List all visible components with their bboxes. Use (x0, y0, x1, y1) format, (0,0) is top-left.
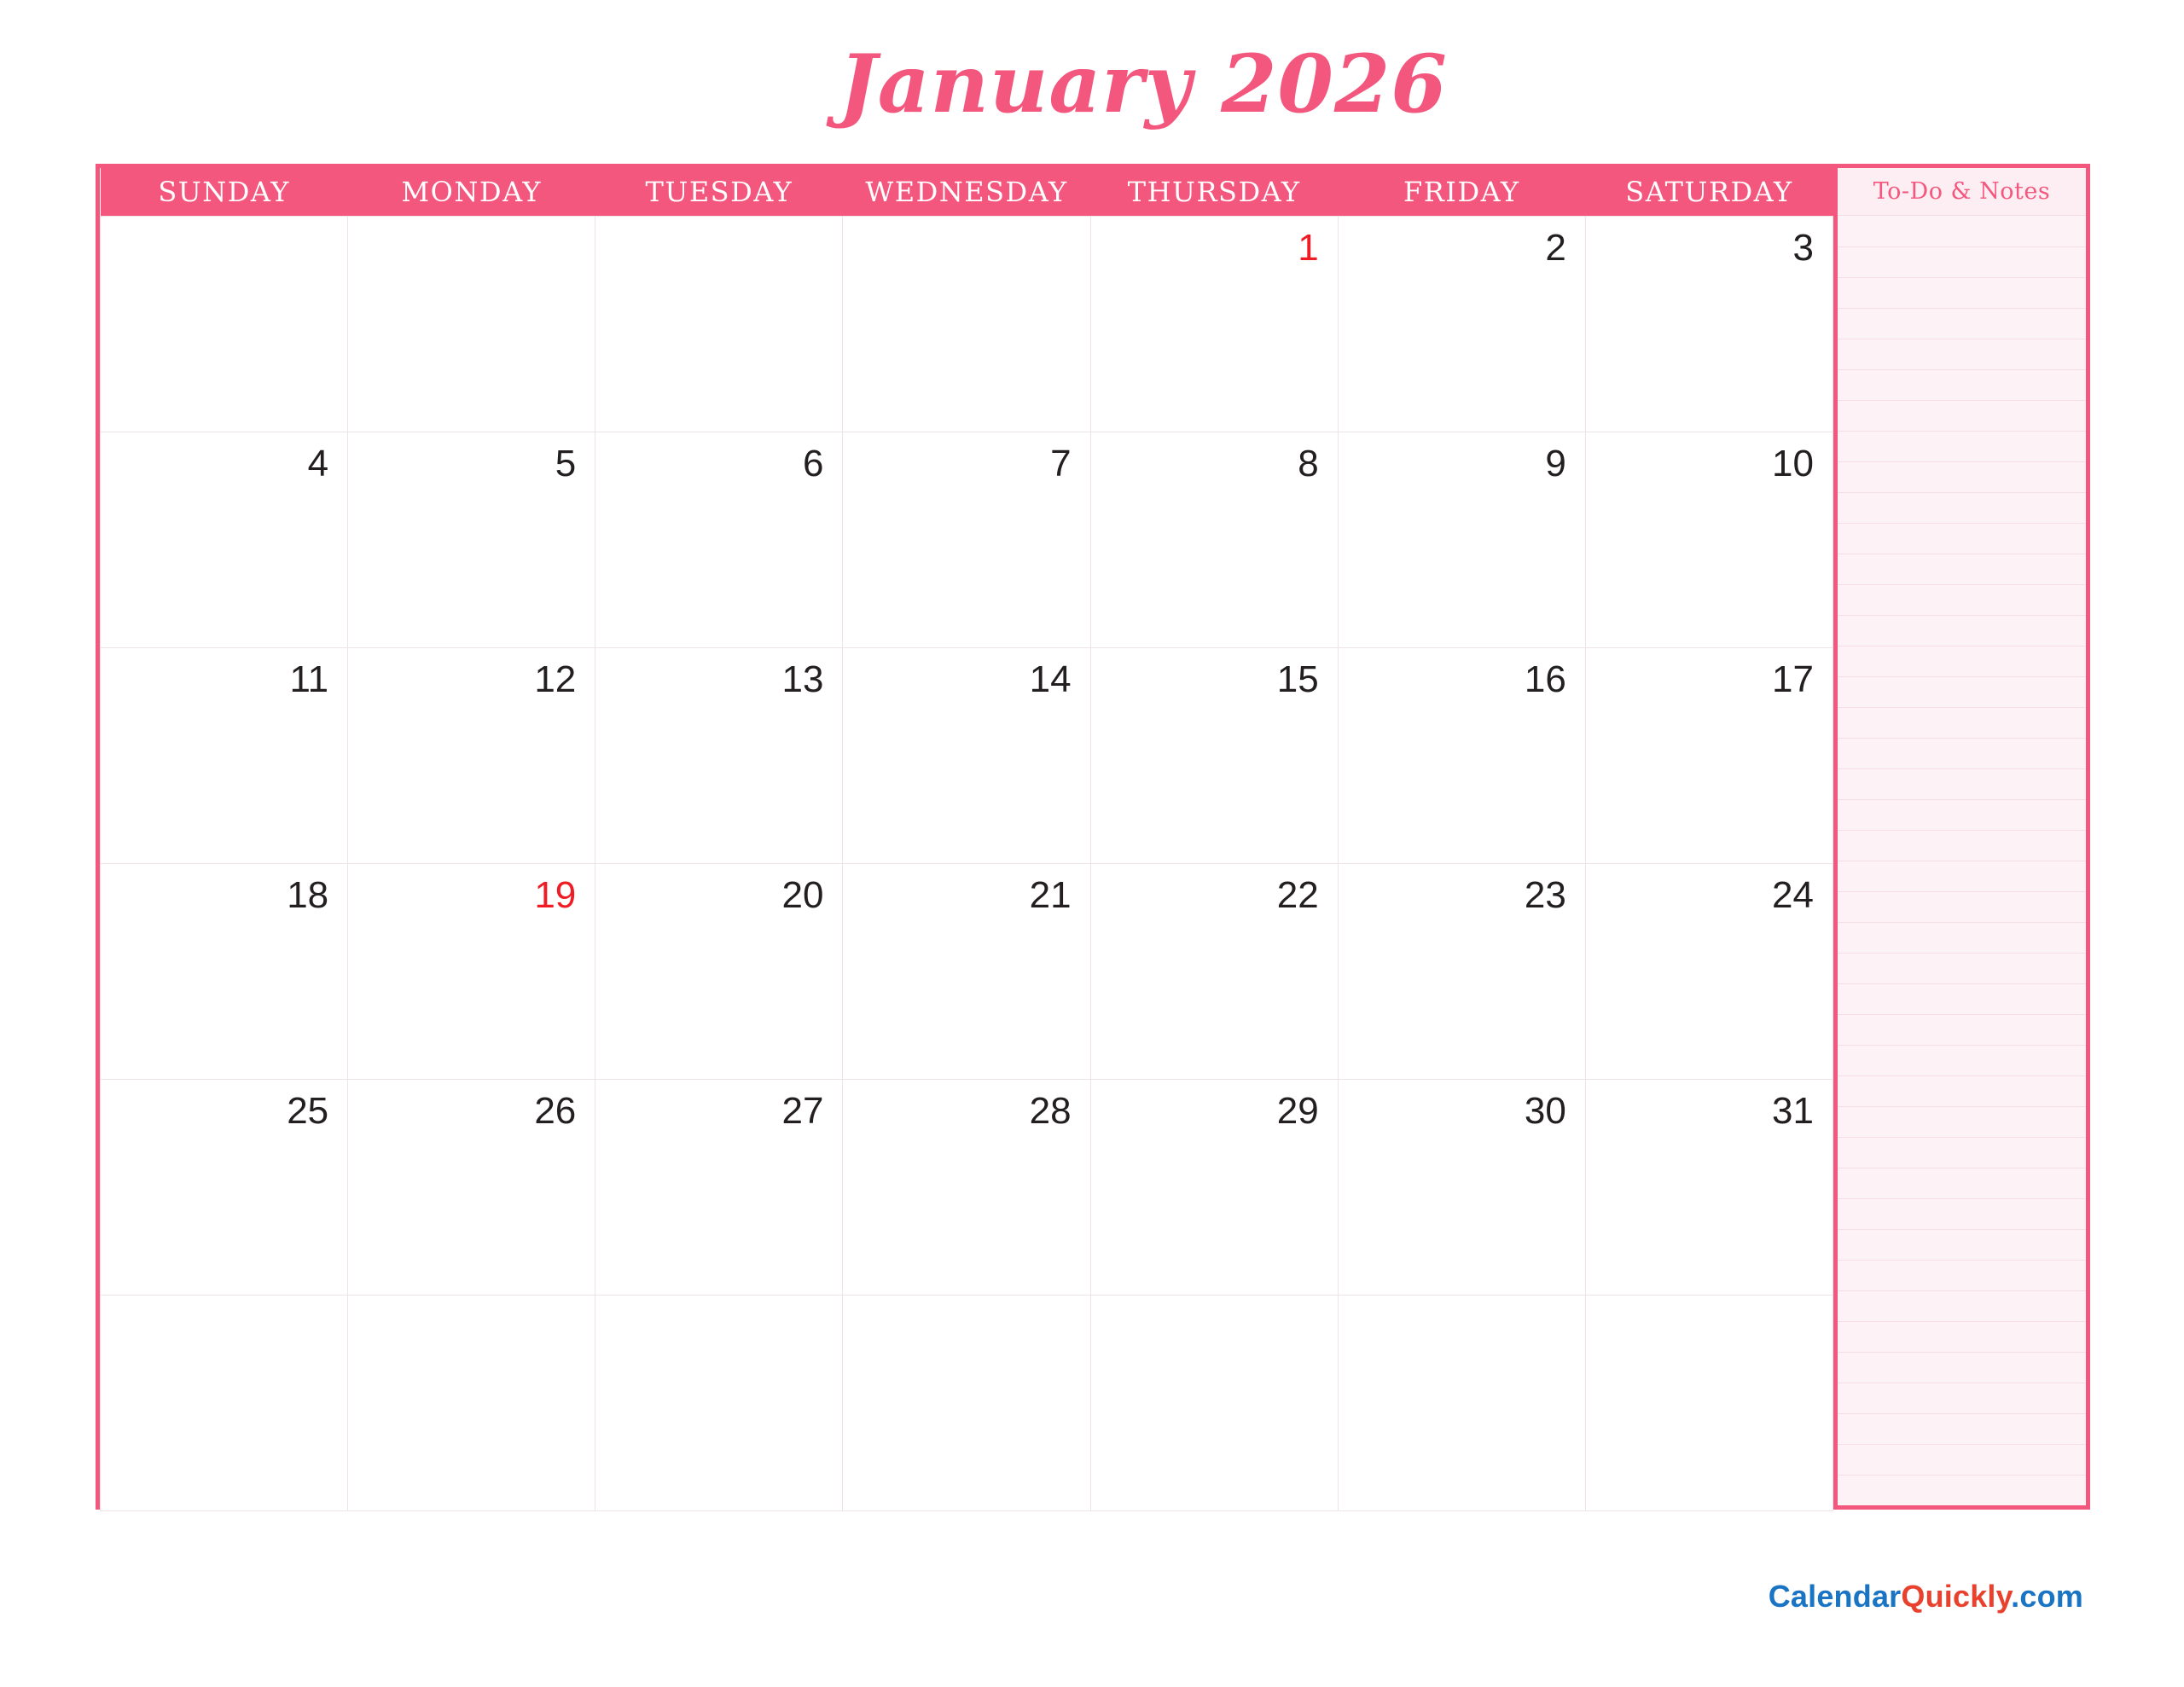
day-number: 24 (1772, 874, 1814, 916)
weekday-label: FRIDAY (1403, 176, 1520, 208)
calendar-body (101, 217, 1833, 1511)
day-number (595, 1296, 823, 1307)
day-cell[interactable] (1338, 217, 1585, 432)
day-cell[interactable] (1090, 648, 1338, 864)
day-number: 27 (781, 1090, 824, 1132)
brand-part-quickly: Quickly (1901, 1579, 2012, 1614)
day-cell[interactable] (348, 432, 595, 648)
day-cell[interactable] (1090, 864, 1338, 1080)
title-row (0, 38, 2184, 131)
day-number (843, 1296, 1071, 1307)
day-number: 7 (1050, 443, 1072, 484)
weekday-label: WEDNESDAY (865, 176, 1068, 208)
weekday-header-sunday (101, 168, 348, 217)
day-number: 26 (534, 1090, 577, 1132)
day-cell[interactable] (1338, 648, 1585, 864)
day-cell[interactable] (348, 864, 595, 1080)
weekday-header-monday (348, 168, 595, 217)
day-number: 21 (1029, 874, 1072, 916)
day-cell[interactable] (1585, 217, 1833, 432)
day-number: 25 (287, 1090, 329, 1132)
weekday-label: TUESDAY (645, 176, 793, 208)
day-cell[interactable] (843, 864, 1090, 1080)
day-number: 14 (1029, 658, 1072, 700)
day-number: 4 (307, 443, 329, 484)
calendar-table (100, 168, 1833, 1511)
day-cell[interactable] (595, 1080, 843, 1296)
page-title: January 2026 (839, 38, 1448, 131)
day-number: 16 (1524, 658, 1566, 700)
calendar-grid-wrapper (100, 168, 1833, 1505)
day-number: 22 (1276, 874, 1319, 916)
day-number: 5 (555, 443, 577, 484)
day-cell[interactable] (843, 217, 1090, 432)
day-number (1339, 1296, 1566, 1307)
brand-part-tld: .com (2011, 1579, 2083, 1614)
day-number: 17 (1772, 658, 1814, 700)
day-cell[interactable] (348, 648, 595, 864)
day-cell[interactable] (595, 648, 843, 864)
day-cell[interactable] (1090, 432, 1338, 648)
day-cell[interactable] (595, 864, 843, 1080)
calendar-header-row (101, 168, 1833, 217)
weekday-label: SATURDAY (1625, 176, 1793, 208)
day-cell[interactable] (1338, 1296, 1585, 1511)
day-cell[interactable] (595, 432, 843, 648)
weekday-label: MONDAY (401, 176, 542, 208)
calendar-frame (96, 164, 2090, 1510)
day-number (1091, 1296, 1319, 1307)
day-number: 23 (1524, 874, 1566, 916)
day-cell[interactable] (595, 1296, 843, 1511)
day-number (348, 217, 576, 229)
day-number: 12 (534, 658, 577, 700)
day-number (1586, 1296, 1814, 1307)
calendar-week-row (101, 648, 1833, 864)
day-cell[interactable] (101, 864, 348, 1080)
day-cell[interactable] (1338, 432, 1585, 648)
day-cell[interactable] (1585, 432, 1833, 648)
day-cell[interactable] (101, 1296, 348, 1511)
notes-header: To-Do & Notes (1838, 168, 2086, 216)
day-cell[interactable] (1090, 217, 1338, 432)
weekday-header-thursday (1090, 168, 1338, 217)
day-number: 13 (781, 658, 824, 700)
day-number: 6 (802, 443, 824, 484)
day-number (348, 1296, 576, 1307)
day-cell[interactable] (843, 1080, 1090, 1296)
day-cell[interactable] (595, 217, 843, 432)
day-cell[interactable] (1585, 648, 1833, 864)
weekday-label: THURSDAY (1127, 176, 1301, 208)
notes-panel[interactable] (1833, 168, 2086, 1505)
day-cell[interactable] (348, 1296, 595, 1511)
day-number: 29 (1276, 1090, 1319, 1132)
weekday-header-wednesday (843, 168, 1090, 217)
day-number: 15 (1276, 658, 1319, 700)
day-number: 3 (1792, 227, 1814, 269)
day-cell[interactable] (101, 648, 348, 864)
day-number: 19 (534, 874, 577, 916)
day-number: 1 (1298, 227, 1319, 269)
day-number: 10 (1772, 443, 1814, 484)
day-cell[interactable] (348, 1080, 595, 1296)
day-cell[interactable] (843, 432, 1090, 648)
day-cell[interactable] (101, 217, 348, 432)
calendar-week-row (101, 864, 1833, 1080)
day-number (595, 217, 823, 229)
day-number: 11 (289, 658, 329, 700)
day-number: 31 (1772, 1090, 1814, 1132)
day-cell[interactable] (1090, 1296, 1338, 1511)
day-cell[interactable] (843, 1296, 1090, 1511)
calendar-week-row (101, 432, 1833, 648)
day-cell[interactable] (1585, 1296, 1833, 1511)
day-number: 8 (1298, 443, 1319, 484)
day-cell[interactable] (1090, 1080, 1338, 1296)
calendar-week-row (101, 217, 1833, 432)
site-brand[interactable] (1769, 1579, 2083, 1615)
weekday-header-tuesday (595, 168, 843, 217)
day-number (101, 1296, 328, 1307)
calendar-week-row (101, 1080, 1833, 1296)
day-cell[interactable] (1338, 864, 1585, 1080)
weekday-header-saturday (1585, 168, 1833, 217)
calendar-week-row (101, 1296, 1833, 1511)
day-cell[interactable] (101, 1080, 348, 1296)
day-cell[interactable] (1585, 864, 1833, 1080)
day-cell[interactable] (1338, 1080, 1585, 1296)
day-cell[interactable] (843, 648, 1090, 864)
day-cell[interactable] (1585, 1080, 1833, 1296)
day-number: 2 (1545, 227, 1566, 269)
day-number: 28 (1029, 1090, 1072, 1132)
notes-writing-area[interactable] (1838, 217, 2086, 1505)
day-number: 18 (287, 874, 329, 916)
day-number: 20 (781, 874, 824, 916)
brand-part-calendar: Calendar (1768, 1579, 1902, 1614)
day-number: 30 (1524, 1090, 1566, 1132)
day-number: 9 (1545, 443, 1566, 484)
day-cell[interactable] (101, 432, 348, 648)
day-cell[interactable] (348, 217, 595, 432)
day-number (843, 217, 1071, 229)
day-number (101, 217, 328, 229)
weekday-header-friday (1338, 168, 1585, 217)
weekday-label: SUNDAY (158, 176, 290, 208)
